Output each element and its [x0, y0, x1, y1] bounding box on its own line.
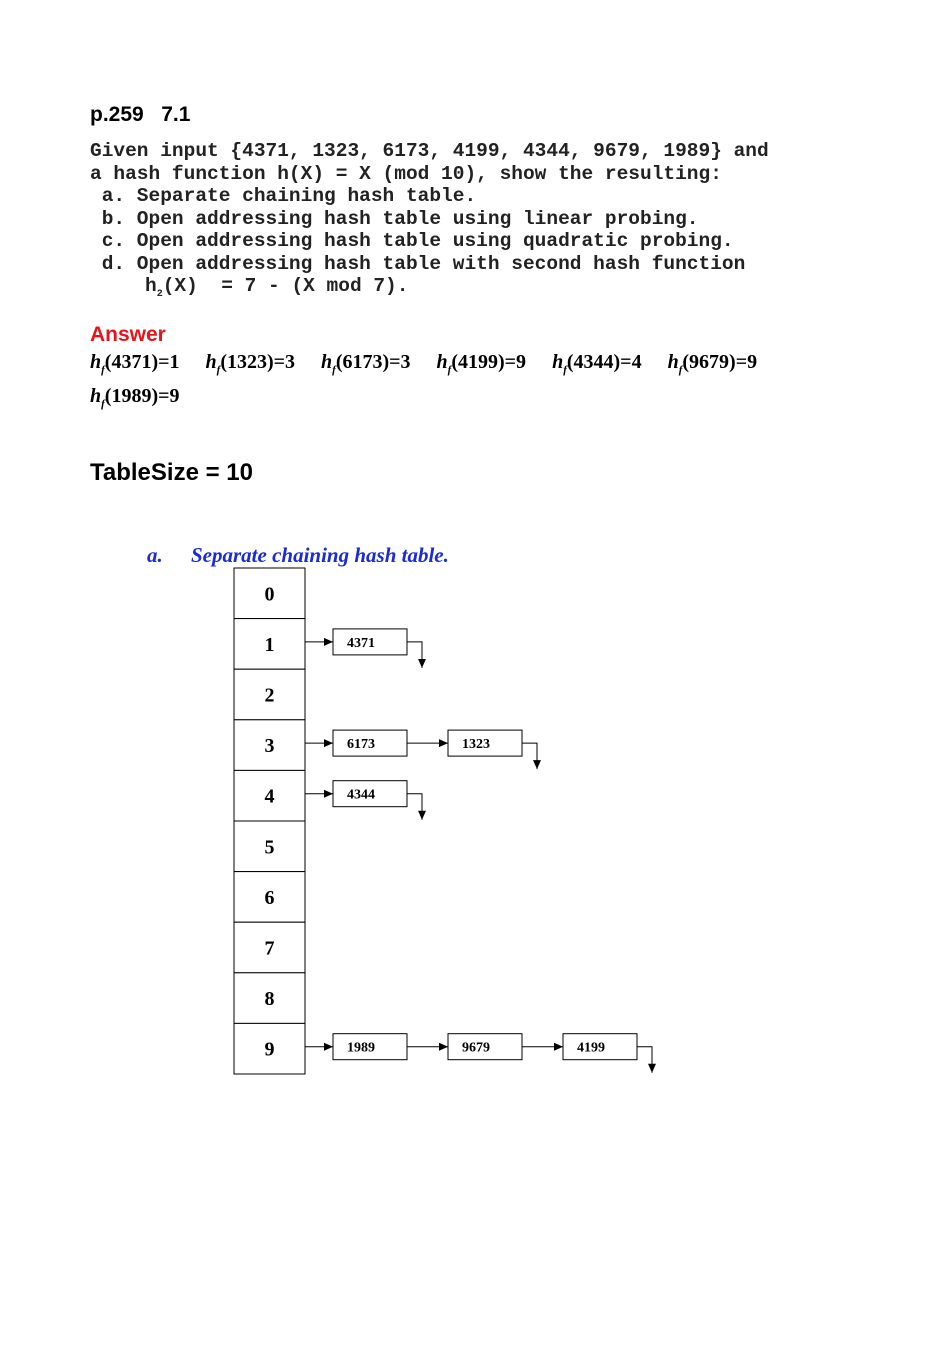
slot-label: 5: [264, 836, 275, 859]
slot-label: 3: [264, 735, 275, 758]
chain-node-key: 6173: [347, 737, 375, 753]
chain-node-key: 4199: [577, 1040, 605, 1056]
null-terminator: [522, 743, 537, 769]
slot-label: 7: [264, 937, 275, 960]
second-hash-formula: $h_2(X) = 7 - (X$ mod 7).: [145, 275, 409, 300]
hash-value: $h_f(4371)=1$: [90, 351, 180, 376]
hash-value: $h_f(1323)=3$: [205, 351, 296, 376]
question-line: d. Open addressing hash table with second hash function: [90, 252, 746, 275]
page-heading: p.259 7.1: [90, 103, 191, 126]
tablesize-label: TableSize = 10: [90, 459, 253, 486]
question-line: a. Separate chaining hash table.: [90, 185, 477, 207]
chain-node-key: 4371: [347, 635, 375, 651]
null-terminator: [407, 794, 422, 820]
chain-node-key: 9679: [462, 1040, 490, 1056]
slot-label: 1: [264, 633, 275, 656]
hash-value: $h_f(4199)=9$: [436, 351, 527, 376]
slot-label: 8: [264, 988, 275, 1011]
null-terminator: [637, 1047, 652, 1073]
slot-label: 2: [264, 684, 275, 707]
question-line: b. Open addressing hash table using linear probing.: [90, 207, 699, 230]
slot-label: 9: [264, 1038, 275, 1061]
part-a-title: Separate chaining hash table.: [191, 543, 449, 567]
hash-value: $h_f(4344)=4$: [552, 351, 642, 376]
slot-label: 4: [264, 785, 275, 808]
chain-node-key: 1989: [347, 1040, 375, 1056]
hash-value: $h_f(6173)=3$: [321, 351, 411, 376]
slot-label: 6: [264, 886, 275, 909]
chain-node-key: 1323: [462, 737, 490, 753]
question-line: Given input {4371, 1323, 6173, 4199, 4344, 9679, 1989} and: [90, 140, 769, 162]
question-line: c. Open addressing hash table using quadratic probing.: [90, 230, 734, 252]
null-terminator: [407, 642, 422, 668]
hash-value: $h_f(9679)=9$: [667, 351, 758, 376]
chain-node-key: 4344: [347, 787, 375, 803]
question-line: a hash function h(X) = X (mod 10), show the resulting:: [90, 162, 722, 185]
hash-value: $h_f(1989)=9$: [90, 385, 180, 410]
part-a-label: a.: [147, 543, 163, 567]
answer-title: Answer: [90, 323, 166, 346]
slot-label: 0: [264, 583, 275, 606]
